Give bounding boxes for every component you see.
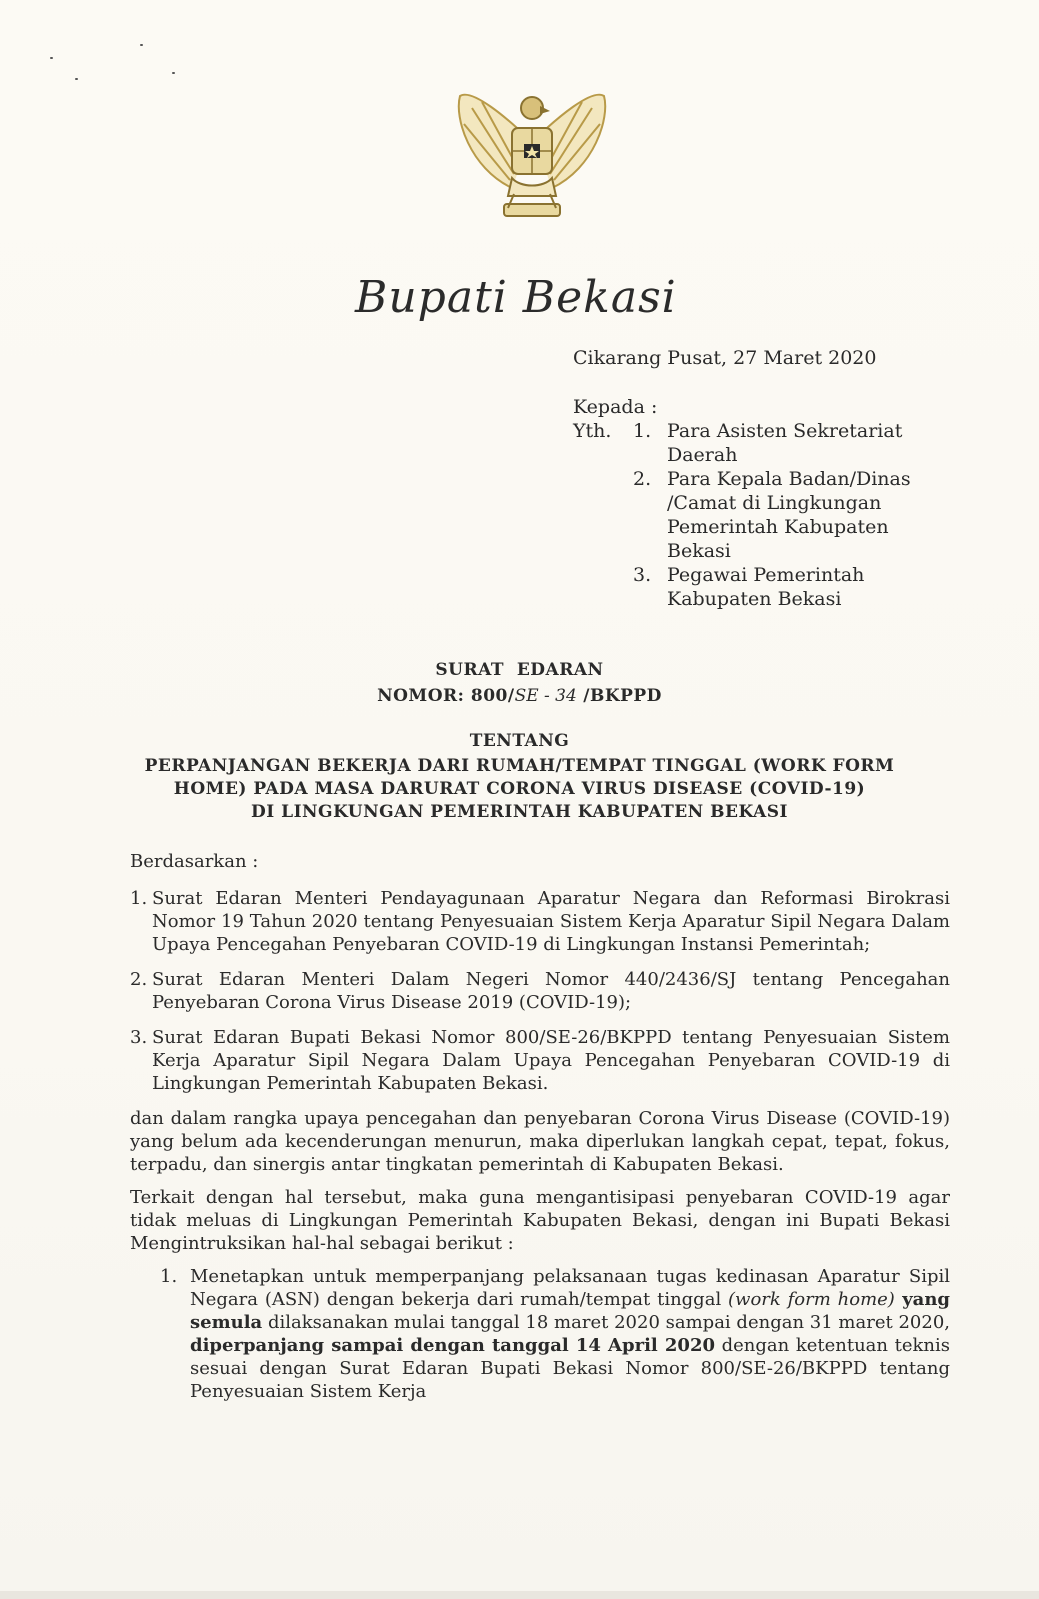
subject-line: HOME) PADA MASA DARURAT CORONA VIRUS DISEASE (COVID-19): [173, 779, 866, 799]
list-text: Surat Edaran Menteri Dalam Negeri Nomor 440/2436/SJ tentang Pencegahan Penyebaran Corona Virus Disease 2019 (COVID-19);: [152, 969, 950, 1013]
speck: [140, 44, 143, 46]
subject-line: PERPANJANGAN BEKERJA DARI RUMAH/TEMPAT TINGGAL (WORK FORM: [144, 756, 895, 776]
recipient-line: Pemerintah Kabupaten: [667, 516, 889, 538]
subject-line: DI LINGKUNGAN PEMERINTAH KABUPATEN BEKASI: [251, 802, 788, 822]
speck: [172, 72, 175, 74]
instruction-bold: yang semula: [190, 1289, 950, 1333]
speck: [75, 78, 78, 80]
recipient-text: [667, 563, 932, 611]
recipient-line: Bekasi: [667, 540, 731, 562]
recipient-text: [667, 419, 932, 467]
instruction-num: 1.: [160, 1266, 178, 1287]
recipient-line: Pegawai Pemerintah: [667, 564, 865, 586]
recipient-line: Para Kepala Badan/Dinas: [667, 468, 911, 490]
nomor-suffix: /BKPPD: [576, 686, 662, 706]
recipient-num: 2.: [633, 468, 652, 490]
paragraph-context: dan dalam rangka upaya pencegahan dan penyebaran Corona Virus Disease (COVID-19) yang belum ada kecenderungan menurun, maka diperlukan langkah cepat, tepat, fokus, terpadu, dan sinergis antar tingkatan pemerintah di Kabupaten Bekasi.: [130, 1108, 950, 1175]
instruction-italic: (work form home): [728, 1289, 895, 1310]
letter-body: [130, 850, 950, 1403]
recipient-block: [573, 395, 932, 611]
document-number: [0, 686, 1039, 706]
speck: [50, 57, 53, 59]
instruction-item: [160, 1265, 950, 1403]
kepada-label: Kepada :: [573, 396, 658, 418]
list-text: Surat Edaran Menteri Pendayagunaan Aparatur Negara dan Reformasi Birokrasi Nomor 19 Tahun 2020 tentang Penyesuaian Sistem Kerja Aparatur Sipil Negara Dalam Upaya Pencegahan Penyebaran COVID-19 di Lingkungan Instansi Pemerintah;: [152, 888, 950, 955]
letterhead-title: Bupati Bekasi: [355, 272, 677, 323]
paragraph-instruction-intro: Terkait dengan hal tersebut, maka guna mengantisipasi penyebaran COVID-19 agar tidak meluas di Lingkungan Pemerintah Kabupaten Bekasi, dengan ini Bupati Bekasi Mengintruksikan hal-hal sebagai berikut :: [130, 1187, 950, 1254]
recipient-line: /Camat di Lingkungan: [667, 492, 882, 514]
instruction-text: [190, 1265, 950, 1403]
recipient-line: Para Asisten Sekretariat: [667, 420, 903, 442]
tentang-label: TENTANG: [469, 731, 570, 751]
subject-title: [0, 755, 1039, 824]
instruction-part: dengan ketentuan teknis sesuai dengan Surat Edaran Bupati Bekasi Nomor 800/SE-26/BKPPD tentang Penyesuaian Sistem Kerja: [190, 1335, 950, 1402]
recipient-line: Daerah: [667, 444, 738, 466]
document-type: SURAT EDARAN: [435, 660, 604, 680]
recipient-item-3: [573, 563, 932, 611]
recipient-text: [667, 467, 932, 563]
recipient-item-1: [573, 419, 932, 467]
list-text: Surat Edaran Bupati Bekasi Nomor 800/SE-26/BKPPD tentang Penyesuaian Sistem Kerja Aparatur Sipil Negara Dalam Upaya Pencegahan Penyebaran COVID-19 di Lingkungan Pemerintah Kabupaten Bekasi.: [152, 1027, 950, 1094]
instruction-bold: diperpanjang sampai dengan tanggal 14 April 2020: [190, 1335, 715, 1356]
recipient-num: 1.: [633, 420, 652, 442]
recipient-num: 3.: [633, 564, 652, 586]
recipient-item-2: [573, 467, 932, 563]
instruction-part: dilaksanakan mulai tanggal 18 maret 2020 sampai dengan 31 maret 2020,: [262, 1312, 950, 1333]
instruction-list: [160, 1265, 950, 1403]
nomor-prefix: NOMOR: 800/: [377, 686, 515, 706]
recipient-line: Kabupaten Bekasi: [667, 588, 842, 610]
list-item: [130, 968, 950, 1014]
berdasarkan-label: Berdasarkan :: [130, 851, 259, 872]
list-item: [130, 1026, 950, 1095]
garuda-emblem-icon: [452, 78, 612, 238]
page-edge: [0, 1591, 1039, 1599]
list-item: [130, 887, 950, 956]
nomor-handwritten: SE - 34: [514, 686, 577, 706]
list-num: 3.: [130, 1027, 148, 1048]
list-num: 2.: [130, 969, 148, 990]
list-num: 1.: [130, 888, 148, 909]
basis-list: [130, 887, 950, 1095]
yth-label: Yth.: [573, 420, 612, 442]
instruction-part: Menetapkan untuk memperpanjang pelaksanaan tugas kedinasan Aparatur Sipil Negara (ASN) dengan bekerja dari rumah/tempat tinggal: [190, 1266, 950, 1310]
letter-date: Cikarang Pusat, 27 Maret 2020: [573, 347, 877, 369]
